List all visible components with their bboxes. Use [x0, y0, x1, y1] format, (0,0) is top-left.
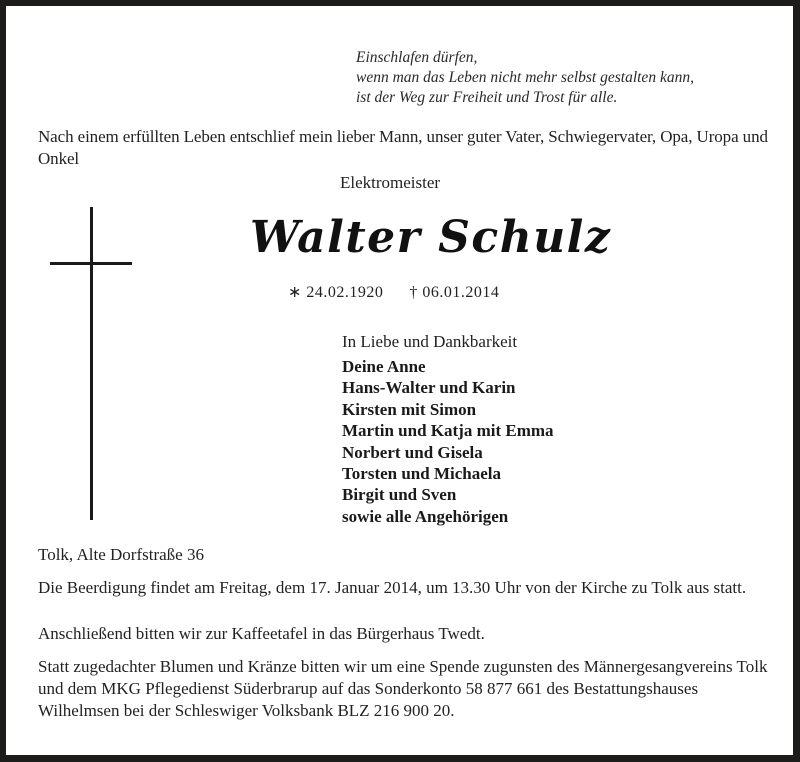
- mourner-name: Hans-Walter und Karin: [342, 378, 516, 398]
- motto-line: Einschlafen dürfen,: [356, 49, 478, 66]
- mourners-heading: In Liebe und Dankbarkeit: [342, 332, 518, 351]
- mourners-list: [342, 356, 554, 527]
- mourner-name: Birgit und Sven: [342, 485, 457, 505]
- motto-quote: [356, 48, 694, 108]
- mourner-name: sowie alle Angehörigen: [342, 506, 509, 526]
- death-date: † 06.01.2014: [409, 284, 500, 301]
- birth-date: ∗ 24.02.1920: [288, 284, 384, 301]
- deceased-name: Walter Schulz: [250, 212, 612, 263]
- life-dates: [288, 282, 525, 302]
- mourner-name: Torsten und Michaela: [342, 464, 502, 484]
- donation-notice: Statt zugedachter Blumen und Kränze bitten wir um eine Spende zugunsten des Männergesangvereins Tolk und dem MKG Pflegedienst Süderbrarup auf das Sonderkonto 58 877 661 des Bestattungshauses Wilhelmsen bei der Schleswiger Volksbank BLZ 216 900 20.: [38, 657, 768, 720]
- motto-line: ist der Weg zur Freiheit und Trost für alle.: [356, 89, 618, 106]
- mourner-name: Deine Anne: [342, 357, 426, 376]
- cross-vertical-bar: [90, 207, 93, 520]
- obituary-notice: [6, 6, 793, 755]
- cross-horizontal-bar: [50, 262, 132, 265]
- reception-notice: Anschließend bitten wir zur Kaffeetafel in das Bürgerhaus Twedt.: [38, 624, 485, 643]
- intro-text: Nach einem erfüllten Leben entschlief mein lieber Mann, unser guter Vater, Schwiegervater, Opa, Uropa und Onkel: [38, 127, 768, 168]
- mourner-name: Norbert und Gisela: [342, 442, 483, 462]
- mourner-name: Kirsten mit Simon: [342, 399, 477, 419]
- mourner-name: Martin und Katja mit Emma: [342, 421, 554, 441]
- profession: Elektromeister: [340, 173, 441, 192]
- address: Tolk, Alte Dorfstraße 36: [38, 545, 204, 564]
- motto-line: wenn man das Leben nicht mehr selbst gestalten kann,: [356, 69, 694, 86]
- funeral-notice: Die Beerdigung findet am Freitag, dem 17. Januar 2014, um 13.30 Uhr von der Kirche zu Tolk aus statt.: [38, 578, 747, 597]
